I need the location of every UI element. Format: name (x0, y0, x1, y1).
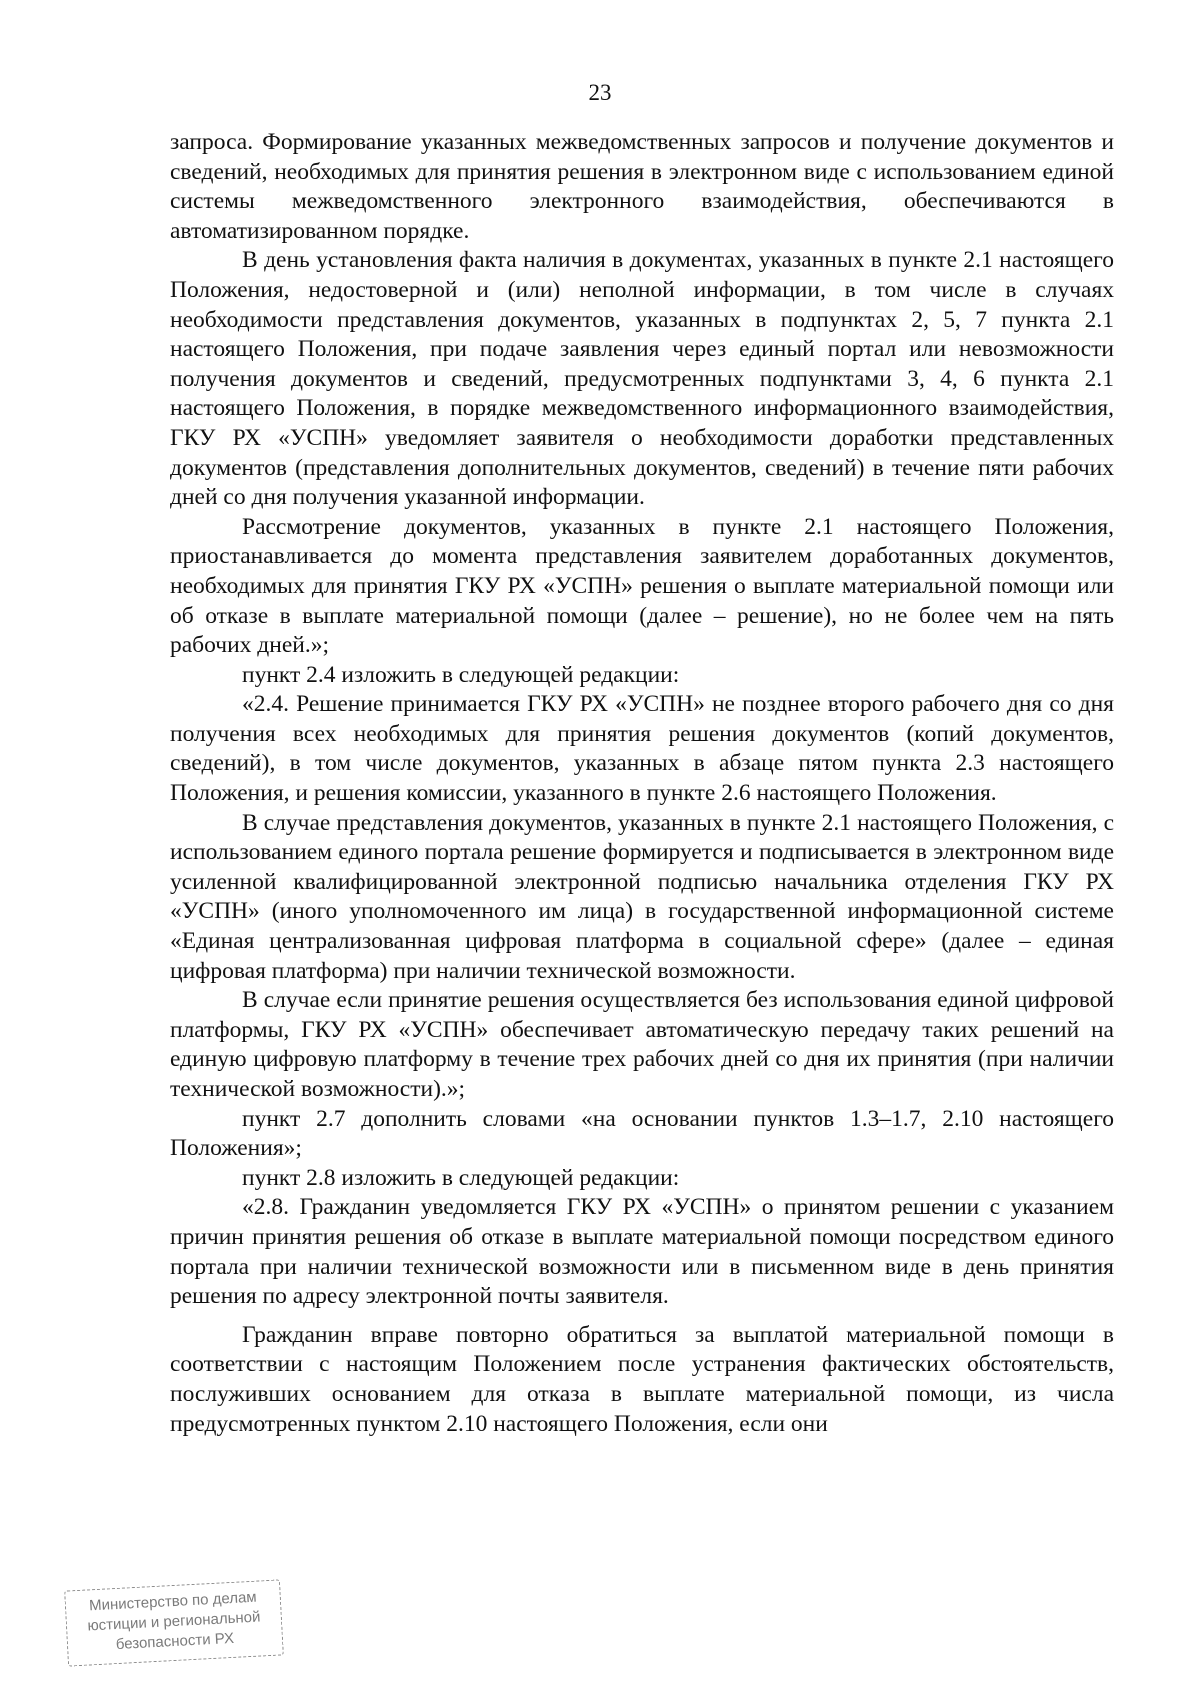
paragraph: В день установления факта наличия в документах, указанных в пункте 2.1 настоящего Положения, недостоверной и (или) неполной информации, в том числе в случаях необходимости представления документов, указанных в подпунктах 2, 5, 7 пункта 2.1 настоящего Положения, при подаче заявления через единый портал или невозможности получения документов и сведений, предусмотренных подпунктами 3, 4, 6 пункта 2.1 настоящего Положения, в порядке межведомственного информационного взаимодействия, ГКУ РХ «УСПН» уведомляет заявителя о необходимости доработки представленных документов (представления дополнительных документов, сведений) в течение пяти рабочих дней со дня получения указанной информации. (170, 247, 1114, 511)
stamp-line: безопасности РХ (115, 1629, 235, 1654)
paragraph: пункт 2.8 изложить в следующей редакции: (242, 1164, 680, 1191)
stamp-line: юстиции и региональной (87, 1608, 261, 1635)
paragraph: Рассмотрение документов, указанных в пункте 2.1 настоящего Положения, приостанавливается до момента представления заявителем доработанных документов, необходимых для принятия ГКУ РХ «УСПН» решения о выплате материальной помощи или об отказе в выплате материальной помощи (далее – решение), но не более чем на пять рабочих дней.»; (170, 513, 1114, 659)
paragraph: запроса. Формирование указанных межведомственных запросов и получение документов и сведений, необходимых для принятия решения в электронном виде с использованием единой системы межведомственного электронного взаимодействия, обеспечиваются в автоматизированном порядке. (170, 129, 1114, 244)
paragraph: пункт 2.7 дополнить словами «на основании пунктов 1.3–1.7, 2.10 настоящего Положения»; (170, 1105, 1114, 1162)
paragraph: Гражданин вправе повторно обратиться за выплатой материальной помощи в соответствии с настоящим Положением после устранения фактических обстоятельств, послуживших основанием для отказа в выплате материальной помощи, из числа предусмотренных пунктом 2.10 настоящего Положения, если они (170, 1321, 1114, 1437)
ministry-stamp (64, 1579, 284, 1666)
paragraph: В случае представления документов, указанных в пункте 2.1 настоящего Положения, с использованием единого портала решение формируется и подписывается в электронном виде усиленной квалифицированной электронной подписью начальника отделения ГКУ РХ «УСПН» (иного уполномоченного им лица) в государственной информационной системе «Единая централизованная цифровая платформа в социальной сфере» (далее – единая цифровая платформа) при наличии технической возможности. (170, 809, 1114, 984)
paragraph: «2.4. Решение принимается ГКУ РХ «УСПН» не позднее второго рабочего дня со дня получения всех необходимых для принятия решения документов (копий документов, сведений), в том числе документов, указанных в абзаце пятом пункта 2.3 настоящего Положения, и решения комиссии, указанного в пункте 2.6 настоящего Положения. (170, 691, 1114, 807)
paragraph: пункт 2.4 изложить в следующей редакции: (242, 661, 680, 688)
paragraph: В случае если принятие решения осуществляется без использования единой цифровой платформы, ГКУ РХ «УСПН» обеспечивает автоматическую передачу таких решений на единую цифровую платформу в течение трех рабочих дней со дня их принятия (при наличии технической возможности).»; (170, 987, 1114, 1102)
page-number: 23 (588, 80, 612, 105)
stamp-line: Министерство по делам (88, 1588, 258, 1615)
document-body (170, 128, 1114, 1439)
paragraph: «2.8. Гражданин уведомляется ГКУ РХ «УСПН» о принятом решении с указанием причин принятия решения об отказе в выплате материальной помощи посредством единого портала при наличии технической возможности или в письменном виде в день принятия решения по адресу электронной почты заявителя. (170, 1194, 1114, 1310)
